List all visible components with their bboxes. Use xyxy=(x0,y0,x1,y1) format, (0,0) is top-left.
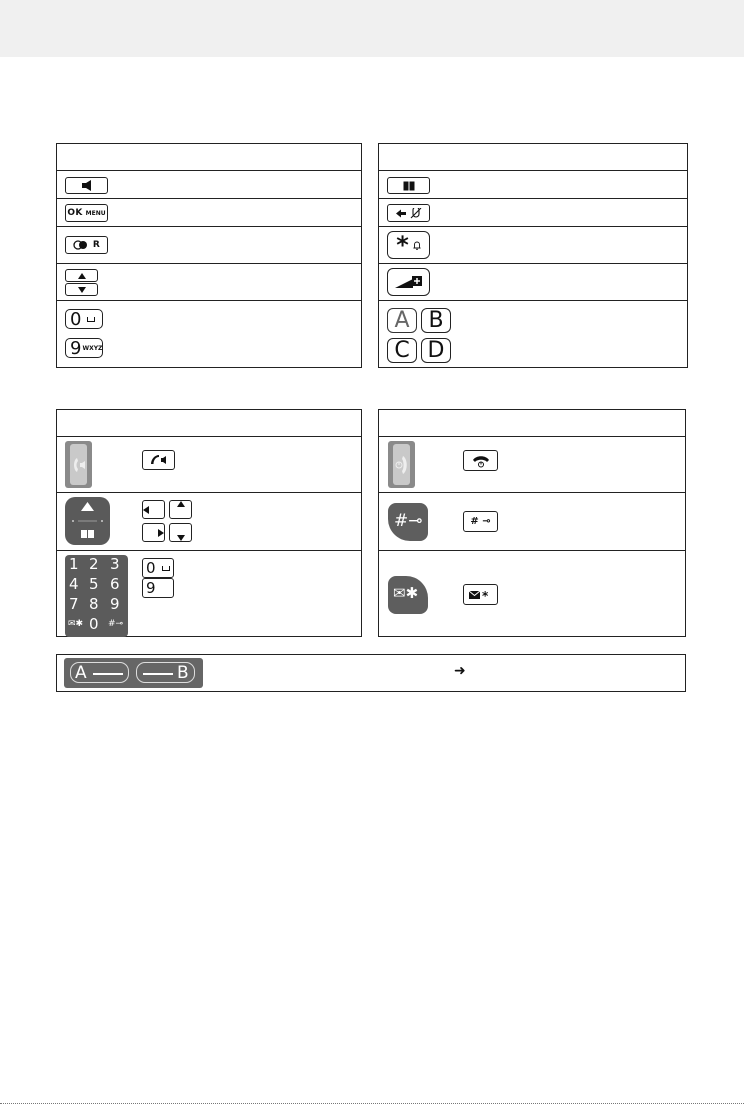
nav-right-key[interactable] xyxy=(142,523,165,542)
direct-key-a-label: A xyxy=(75,663,87,683)
table-header xyxy=(379,144,687,170)
nine-sub-label: WXYZ xyxy=(82,344,103,352)
keypad-0: 0 xyxy=(89,615,99,633)
keypad-2: 2 xyxy=(89,555,99,573)
key-a-label: A xyxy=(394,308,410,333)
nav-up-key[interactable] xyxy=(169,500,192,519)
down-arrow-icon xyxy=(78,287,86,293)
star-bell-key[interactable] xyxy=(387,231,430,259)
up-key[interactable] xyxy=(65,269,98,282)
end-call-key[interactable] xyxy=(463,450,498,471)
table-row xyxy=(379,436,685,492)
direct-keys-photo xyxy=(64,658,203,688)
table-row xyxy=(379,226,687,263)
volume-key[interactable] xyxy=(387,268,430,296)
recall-key[interactable] xyxy=(65,236,108,254)
keypad-3: 3 xyxy=(110,555,120,573)
zero-label: 0 xyxy=(70,308,82,330)
key-table-top-left xyxy=(56,143,362,368)
nine-key-small[interactable] xyxy=(142,578,174,598)
direct-key-b-photo xyxy=(136,662,195,683)
key-d[interactable] xyxy=(421,338,451,363)
back-mute-icon xyxy=(396,208,422,219)
keypad-hash-icon: #⊸ xyxy=(108,619,124,629)
table-row xyxy=(57,300,361,368)
down-key[interactable] xyxy=(65,283,98,296)
table-row xyxy=(57,170,361,198)
ok-label: OK xyxy=(67,208,83,218)
left-arrow-icon xyxy=(143,506,149,514)
menu-label: MENU xyxy=(85,209,106,217)
hash-lock-icon: # ⊸ xyxy=(470,516,491,527)
table-row xyxy=(379,550,685,637)
call-key[interactable] xyxy=(142,450,175,470)
direct-key-b-line xyxy=(143,673,173,675)
end-handset-icon xyxy=(393,455,411,475)
table-row xyxy=(379,198,687,226)
key-table-top-right xyxy=(378,143,688,368)
up-arrow-icon xyxy=(177,501,185,507)
table-row xyxy=(379,492,685,550)
phonebook-key[interactable] xyxy=(387,177,430,194)
zero-small-label: 0 xyxy=(146,559,156,577)
table-header xyxy=(57,410,361,436)
zero-key-small[interactable] xyxy=(142,558,174,578)
call-speaker-icon xyxy=(71,457,87,473)
record-icon xyxy=(73,240,89,250)
nav-down-key[interactable] xyxy=(169,523,192,542)
keypad-6: 6 xyxy=(110,575,120,593)
up-arrow-icon xyxy=(78,273,86,279)
table-header xyxy=(57,144,361,170)
hash-lock-icon-photo: #⊸ xyxy=(394,511,423,531)
star-icon: * xyxy=(396,231,409,259)
handset-end-key-photo xyxy=(388,441,415,488)
table-row xyxy=(57,492,361,550)
nine-small-label: 9 xyxy=(146,579,156,597)
keypad-9: 9 xyxy=(110,595,120,613)
direct-keys-bar xyxy=(56,654,686,692)
table-row xyxy=(379,170,687,198)
page-bottom-rule xyxy=(0,1103,744,1104)
recall-label: R xyxy=(92,240,101,250)
table-row xyxy=(57,550,361,637)
back-mute-key[interactable] xyxy=(387,204,430,222)
down-arrow-icon xyxy=(177,535,185,541)
bell-icon xyxy=(413,241,421,250)
nav-key-photo-art xyxy=(65,497,110,545)
table-row xyxy=(57,436,361,492)
right-arrow-icon xyxy=(158,529,164,537)
arrow-right-icon: ➜ xyxy=(454,663,466,679)
keypad-7: 7 xyxy=(69,595,79,613)
space-icon xyxy=(162,566,170,571)
handset-call-key-photo xyxy=(65,441,92,488)
table-row xyxy=(57,198,361,226)
message-star-key-photo xyxy=(388,576,428,614)
nav-key-photo xyxy=(65,497,110,545)
keypad-1: 1 xyxy=(69,555,79,573)
key-c-label: C xyxy=(394,338,410,363)
table-row xyxy=(57,226,361,263)
phonebook-icon xyxy=(403,181,415,191)
key-table-bottom-left xyxy=(56,409,362,637)
end-call-icon xyxy=(472,454,490,468)
keypad-8: 8 xyxy=(89,595,99,613)
message-star-key[interactable] xyxy=(463,584,498,605)
key-c[interactable] xyxy=(387,338,417,363)
key-table-bottom-right xyxy=(378,409,686,637)
key-d-label: D xyxy=(427,338,445,363)
nine-label: 9 xyxy=(70,337,82,359)
nav-left-key[interactable] xyxy=(142,500,165,519)
nine-key[interactable] xyxy=(65,338,103,358)
table-row xyxy=(57,263,361,300)
hash-key-photo xyxy=(388,503,428,541)
volume-up-icon xyxy=(395,275,423,289)
speaker-icon xyxy=(81,180,93,191)
key-b-label: B xyxy=(428,308,444,333)
table-header xyxy=(379,410,685,436)
call-icon xyxy=(149,454,169,466)
direct-key-a-line xyxy=(93,673,123,675)
ok-menu-key[interactable] xyxy=(65,204,108,222)
keypad-4: 4 xyxy=(69,575,79,593)
keypad-5: 5 xyxy=(89,575,99,593)
space-icon xyxy=(87,317,95,322)
top-band xyxy=(0,0,744,57)
svg-text:*: * xyxy=(481,589,488,600)
keypad-photo xyxy=(65,555,128,637)
speaker-key[interactable] xyxy=(65,177,108,194)
message-star-icon-photo: ✉✱ xyxy=(393,584,419,602)
table-row xyxy=(379,300,687,368)
zero-key[interactable] xyxy=(65,309,103,329)
direct-key-b-label: B xyxy=(177,663,189,683)
table-row xyxy=(379,263,687,300)
key-b[interactable] xyxy=(421,308,451,333)
hash-lock-key[interactable] xyxy=(463,511,498,532)
direct-key-a-photo xyxy=(70,662,129,683)
key-a[interactable] xyxy=(387,308,417,333)
message-star-icon xyxy=(469,590,493,600)
keypad-star-icon: ✉✱ xyxy=(68,619,84,629)
